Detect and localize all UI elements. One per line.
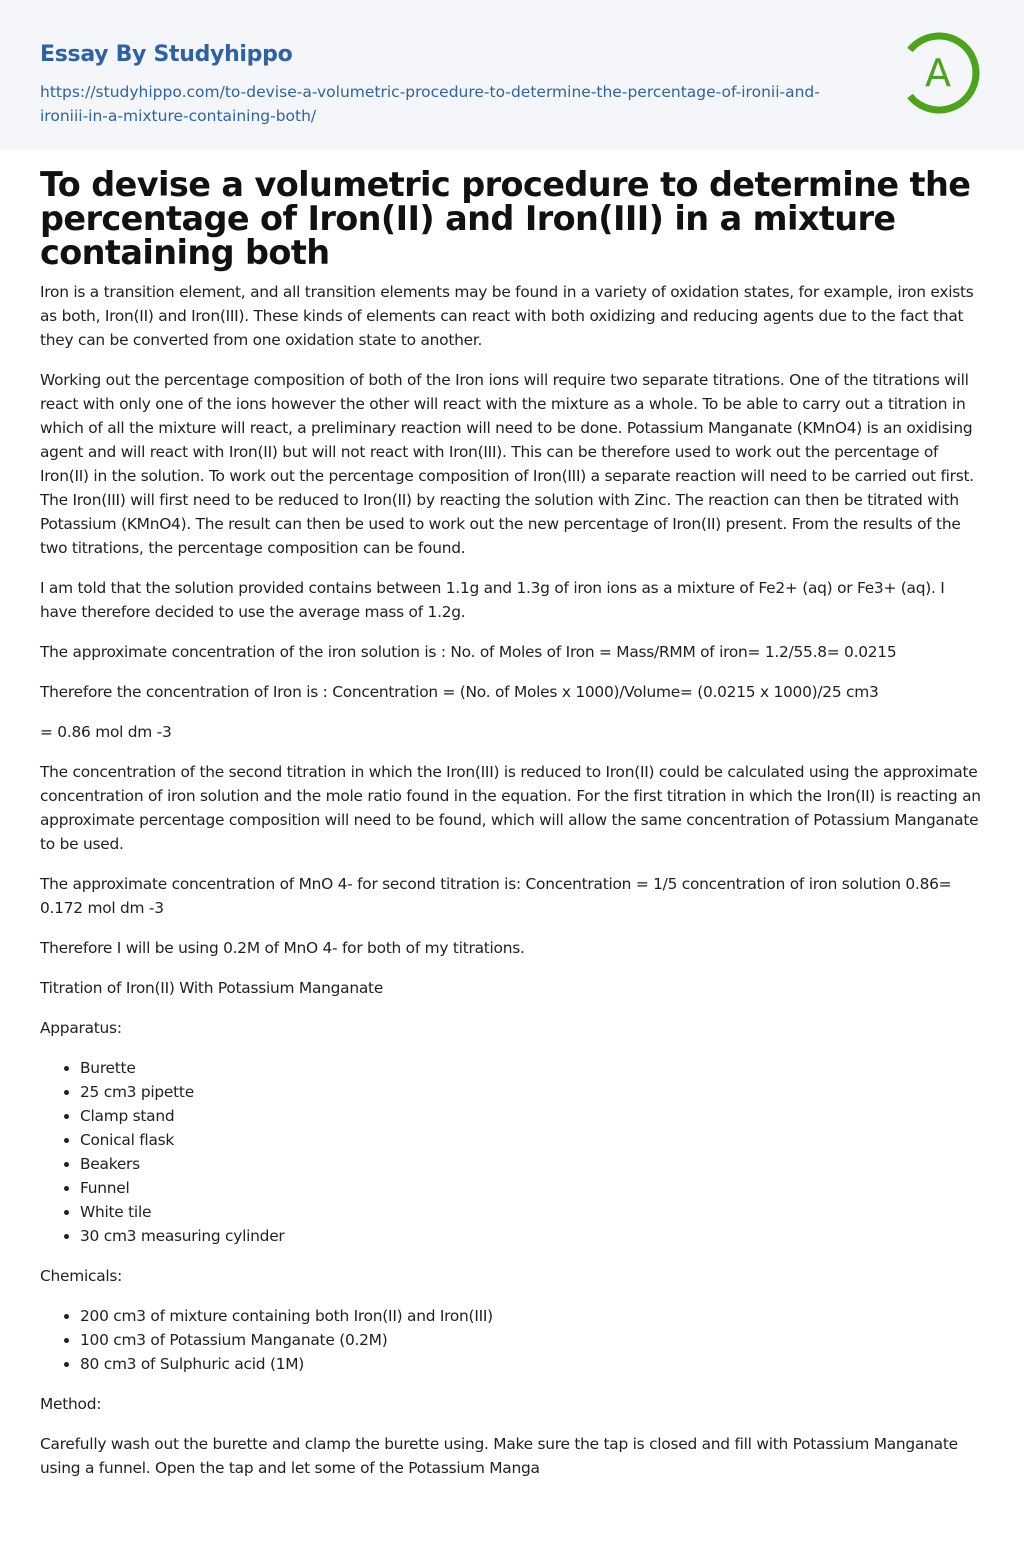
svg-text:A: A xyxy=(925,51,951,95)
source-url-link[interactable]: https://studyhippo.com/to-devise-a-volumetric-procedure-to-determine-the-percentage-of-ironii-and-ironiii-in-a-mixture-containing-both/ xyxy=(40,83,820,125)
page-title: To devise a volumetric procedure to determine the percentage of Iron(II) and Iron(III) in a mixture containing both xyxy=(40,165,971,272)
brand-title: Essay By Studyhippo xyxy=(40,42,293,67)
list-item: • 200 cm3 of mixture containing both Iron(II) and Iron(III) xyxy=(80,1304,984,1328)
paragraph: Working out the percentage composition of both of the Iron ions will require two separate titrations. One of the titrations will react with only one of the ions however the other will react with the mixture as a whole. To be able to carry out a titration in which of all the mixture will react, a preliminary reaction will need to be done. Potassium Manganate (KMnO4) is an oxidising agent and will react with Iron(II) but will not react with Iron(III). This can be therefore used to work out the percentage of Iron(II) in the solution. To work out the percentage composition of Iron(III) a separate reaction will need to be carried out first. The Iron(III) will first need to be reduced to Iron(II) by reacting the solution with Zinc. The reaction can then be titrated with Potassium (KMnO4). The result can then be used to work out the new percentage of Iron(II) present. From the results of the two titrations, the percentage composition can be found. xyxy=(40,371,974,557)
section-heading-titration: Titration of Iron(II) With Potassium Manganate xyxy=(40,979,384,997)
paragraph: = 0.86 mol dm -3 xyxy=(40,723,172,741)
paragraph: The approximate concentration of the iron solution is : No. of Moles of Iron = Mass/RMM of iron= 1.2/55.8= 0.0215 xyxy=(40,643,897,661)
list-item: • Burette xyxy=(80,1056,984,1080)
list-item: • Clamp stand xyxy=(80,1104,984,1128)
list-item: • White tile xyxy=(80,1200,984,1224)
paragraph: I am told that the solution provided contains between 1.1g and 1.3g of iron ions as a mixture of Fe2+ (aq) or Fe3+ (aq). I have therefore decided to use the average mass of 1.2g. xyxy=(40,579,945,621)
list-item: • Conical flask xyxy=(80,1128,984,1152)
method-label: Method: xyxy=(40,1395,102,1413)
apparatus-label: Apparatus: xyxy=(40,1019,122,1037)
chemicals-list xyxy=(40,1304,984,1376)
site-header xyxy=(0,0,1024,150)
apparatus-list xyxy=(40,1056,984,1248)
paragraph: Therefore I will be using 0.2M of MnO 4- for both of my titrations. xyxy=(40,939,525,957)
list-item: • 25 cm3 pipette xyxy=(80,1080,984,1104)
list-item: • Funnel xyxy=(80,1176,984,1200)
chemicals-label: Chemicals: xyxy=(40,1267,123,1285)
list-item: • Beakers xyxy=(80,1152,984,1176)
method-paragraph: Carefully wash out the burette and clamp the burette using. Make sure the tap is closed and fill with Potassium Manganate using a funnel. Open the tap and let some of the Potassium Manga xyxy=(40,1435,958,1477)
studyhippo-logo-icon[interactable] xyxy=(896,28,986,118)
list-item: • 80 cm3 of Sulphuric acid (1M) xyxy=(80,1352,984,1376)
paragraph: Therefore the concentration of Iron is : Concentration = (No. of Moles x 1000)/Volume= (0.0215 x 1000)/25 cm3 xyxy=(40,683,879,701)
paragraph: The approximate concentration of MnO 4- for second titration is: Concentration = 1/5 concentration of iron solution 0.86= 0.172 mol dm -3 xyxy=(40,875,952,917)
list-item: • 30 cm3 measuring cylinder xyxy=(80,1224,984,1248)
paragraph: Iron is a transition element, and all transition elements may be found in a variety of oxidation states, for example, iron exists as both, Iron(II) and Iron(III). These kinds of elements can react with both oxidizing and reducing agents due to the fact that they can be converted from one oxidation state to another. xyxy=(40,283,974,349)
paragraph: The concentration of the second titration in which the Iron(III) is reduced to Iron(II) could be calculated using the approximate concentration of iron solution and the mole ratio found in the equation. For the first titration in which the Iron(II) is reacting an approximate percentage composition will need to be found, which will allow the same concentration of Potassium Manganate to be used. xyxy=(40,763,981,853)
article xyxy=(0,150,1024,1536)
list-item: • 100 cm3 of Potassium Manganate (0.2M) xyxy=(80,1328,984,1352)
